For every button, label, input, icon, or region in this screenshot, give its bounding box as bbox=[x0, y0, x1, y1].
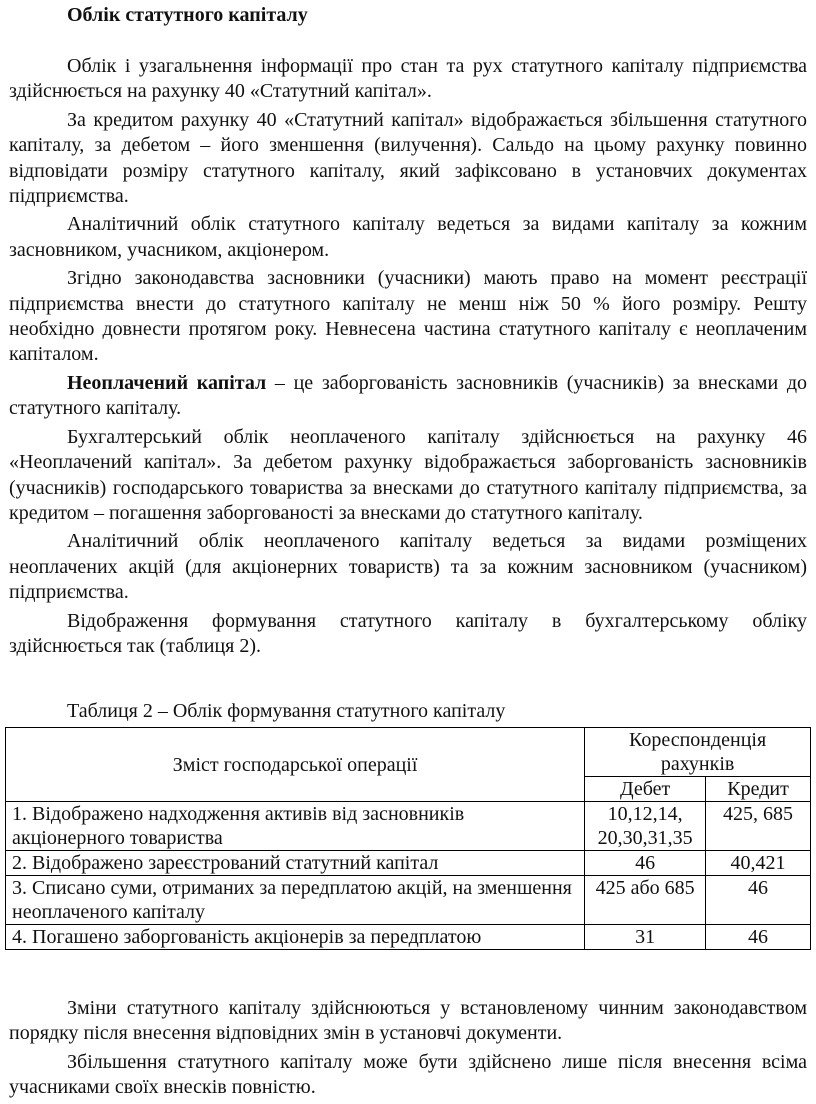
table-caption: Таблиця 2 – Облік формування статутного капіталу bbox=[67, 700, 506, 722]
paragraph: Згідно законодавства засновники (учасники) мають право на момент реєстрації підприємства внести до статутного капіталу не менш ніж 50 % його розміру. Решту необхідно довнести протягом року. Невнесена частина статутного капіталу є неоплаченим капіталом. bbox=[9, 267, 807, 366]
definition-paragraph bbox=[9, 371, 807, 422]
table-row bbox=[6, 925, 811, 950]
debit-cell: 425 або 685 bbox=[585, 876, 706, 925]
paragraph: Аналітичний облік неоплаченого капіталу ведеться за видами розміщених неоплачених акцій (для акціонерних товариств) та за кожним засновником (учасником) підприємства. bbox=[9, 530, 807, 604]
credit-cell: 425, 685 bbox=[706, 802, 811, 851]
header-operation: Зміст господарської операції bbox=[6, 728, 585, 802]
paragraph: Зміни статутного капіталу здійснюються у встановленому чинним законодавством порядку після внесення відповідних змін в установчі документи. bbox=[9, 997, 807, 1045]
operation-cell: 1. Відображено надходження активів від засновників акціонерного товариства bbox=[6, 802, 585, 851]
header-credit: Кредит bbox=[706, 777, 811, 802]
operations-table bbox=[5, 727, 811, 950]
header-debit: Дебет bbox=[585, 777, 706, 802]
operation-cell: 2. Відображено зареєстрований статутний капітал bbox=[6, 851, 585, 876]
credit-cell: 46 bbox=[706, 876, 811, 925]
section-title: Облік статутного капіталу bbox=[67, 4, 308, 26]
definition-text: – це заборгованість засновників (учасників) за внесками до статутного капіталу. bbox=[9, 371, 807, 420]
debit-cell: 46 bbox=[585, 851, 706, 876]
operation-cell: 4. Погашено заборгованість акціонерів за передплатою bbox=[6, 925, 585, 950]
debit-cell: 31 bbox=[585, 925, 706, 950]
closing-text bbox=[9, 996, 807, 1104]
credit-cell: 46 bbox=[706, 925, 811, 950]
header-correspondence: Кореспонденція рахунків bbox=[585, 728, 811, 777]
debit-cell: 10,12,14, 20,30,31,35 bbox=[585, 802, 706, 851]
table-header-row bbox=[6, 728, 811, 777]
paragraph: Збільшення статутного капіталу може бути здійснено лише після внесення всіма учасниками своїх внесків повністю. bbox=[9, 1050, 807, 1099]
table-row bbox=[6, 802, 811, 851]
paragraph: За кредитом рахунку 40 «Статутний капітал» відображається збільшення статутного капіталу, за дебетом – його зменшення (вилучення). Сальдо на цьому рахунку повинно відповідати розміру статутного капіталу, який зафіксовано в установчих документах підприємства. bbox=[9, 108, 807, 208]
body-text bbox=[9, 54, 807, 662]
table-row bbox=[6, 851, 811, 876]
operation-cell: 3. Списано суми, отриманих за передплатою акцій, на зменшення неоплаченого капіталу bbox=[6, 876, 585, 925]
paragraph: Бухгалтерський облік неоплаченого капіталу здійснюється на рахунку 46 «Неоплачений капітал». За дебетом рахунку відображається заборгованість засновників (учасників) господарського товариства за внесками до статутного капіталу підприємства, за кредитом – погашення заборгованості за внесками до статутного капіталу. bbox=[9, 425, 807, 524]
definition-term: Неоплачений капітал bbox=[67, 371, 267, 394]
table-row bbox=[6, 876, 811, 925]
paragraph: Облік і узагальнення інформації про стан та рух статутного капіталу підприємства здійснюється на рахунку 40 «Статутний капітал». bbox=[9, 55, 807, 103]
paragraph: Аналітичний облік статутного капіталу ведеться за видами капіталу за кожним засновником, учасником, акціонером. bbox=[9, 213, 807, 261]
credit-cell: 40,421 bbox=[706, 851, 811, 876]
paragraph: Відображення формування статутного капіталу в бухгалтерському обліку здійснюється так (таблиця 2). bbox=[9, 609, 807, 657]
